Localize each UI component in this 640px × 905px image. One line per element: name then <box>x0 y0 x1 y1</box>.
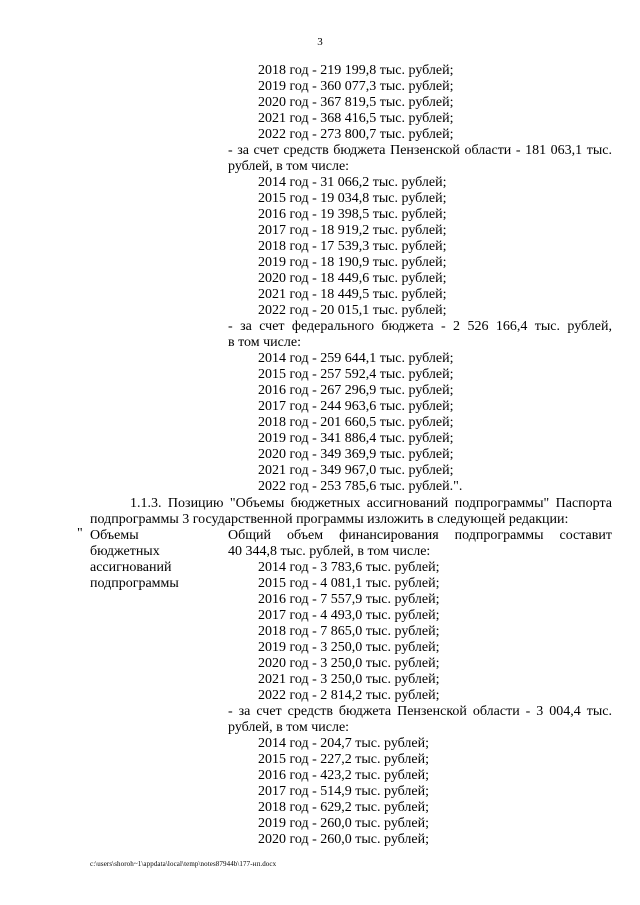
label-line: Объемы <box>90 528 139 543</box>
year-line: 2019 год - 18 190,9 тыс. рублей; <box>258 255 447 270</box>
opening-quote: " <box>77 526 83 541</box>
year-line: 2022 год - 20 015,1 тыс. рублей; <box>258 303 447 318</box>
year-line: 2017 год - 514,9 тыс. рублей; <box>258 784 430 799</box>
budget-label-cell <box>90 528 179 592</box>
instruction-paragraph: 1.1.3. Позицию "Объемы бюджетных ассигнований подпрограммы" Паспорта <box>130 496 612 511</box>
year-line: 2020 год - 349 369,9 тыс. рублей; <box>258 447 454 462</box>
year-line: 2018 год - 629,2 тыс. рублей; <box>258 800 430 815</box>
year-line: 2022 год - 253 785,6 тыс. рублей.". <box>258 479 463 494</box>
regional-funding-subheading-2: рублей, в том числе: <box>228 720 350 735</box>
year-line: 2022 год - 273 800,7 тыс. рублей; <box>258 127 454 142</box>
year-line: 2021 год - 3 250,0 тыс. рублей; <box>258 672 440 687</box>
year-line: 2016 год - 423,2 тыс. рублей; <box>258 768 430 783</box>
label-line: бюджетных <box>90 544 160 559</box>
year-line: 2017 год - 4 493,0 тыс. рублей; <box>258 608 440 623</box>
year-line: 2014 год - 31 066,2 тыс. рублей; <box>258 175 447 190</box>
year-line: 2015 год - 4 081,1 тыс. рублей; <box>258 576 440 591</box>
year-line: 2020 год - 367 819,5 тыс. рублей; <box>258 95 454 110</box>
year-line: 2016 год - 7 557,9 тыс. рублей; <box>258 592 440 607</box>
year-line: 2021 год - 349 967,0 тыс. рублей; <box>258 463 454 478</box>
year-line: 2021 год - 368 416,5 тыс. рублей; <box>258 111 454 126</box>
footer-file-path: c:\users\shoroh~1\appdata\local\temp\notes87944b\177-нп.docx <box>90 860 277 868</box>
year-line: 2019 год - 360 077,3 тыс. рублей; <box>258 79 454 94</box>
regional-funding-heading-2: - за счет средств бюджета Пензенской области - 3 004,4 тыс. <box>228 704 612 719</box>
year-line: 2015 год - 19 034,8 тыс. рублей; <box>258 191 447 206</box>
year-line: 2018 год - 17 539,3 тыс. рублей; <box>258 239 447 254</box>
year-line: 2017 год - 244 963,6 тыс. рублей; <box>258 399 454 414</box>
total-funding-subheading: 40 344,8 тыс. рублей, в том числе: <box>228 544 431 559</box>
year-line: 2014 год - 204,7 тыс. рублей; <box>258 736 430 751</box>
federal-funding-heading: - за счет федерального бюджета - 2 526 166,4 тыс. рублей, <box>228 319 612 334</box>
year-line: 2015 год - 227,2 тыс. рублей; <box>258 752 430 767</box>
regional-funding-subheading: рублей, в том числе: <box>228 159 350 174</box>
instruction-paragraph-cont: подпрограммы 3 государственной программы изложить в следующей редакции: <box>90 512 569 527</box>
year-line: 2020 год - 18 449,6 тыс. рублей; <box>258 271 447 286</box>
year-line: 2018 год - 201 660,5 тыс. рублей; <box>258 415 454 430</box>
year-line: 2016 год - 19 398,5 тыс. рублей; <box>258 207 447 222</box>
year-line: 2019 год - 260,0 тыс. рублей; <box>258 816 430 831</box>
year-line: 2014 год - 259 644,1 тыс. рублей; <box>258 351 454 366</box>
year-line: 2017 год - 18 919,2 тыс. рублей; <box>258 223 447 238</box>
year-line: 2014 год - 3 783,6 тыс. рублей; <box>258 560 440 575</box>
year-line: 2018 год - 7 865,0 тыс. рублей; <box>258 624 440 639</box>
year-line: 2022 год - 2 814,2 тыс. рублей; <box>258 688 440 703</box>
year-line: 2021 год - 18 449,5 тыс. рублей; <box>258 287 447 302</box>
federal-funding-subheading: в том числе: <box>228 335 301 350</box>
year-line: 2020 год - 3 250,0 тыс. рублей; <box>258 656 440 671</box>
year-line: 2015 год - 257 592,4 тыс. рублей; <box>258 367 454 382</box>
year-line: 2018 год - 219 199,8 тыс. рублей; <box>258 63 454 78</box>
year-line: 2019 год - 341 886,4 тыс. рублей; <box>258 431 454 446</box>
page-number: 3 <box>317 36 323 48</box>
total-funding-heading: Общий объем финансирования подпрограммы составит <box>228 528 612 543</box>
regional-funding-heading: - за счет средств бюджета Пензенской области - 181 063,1 тыс. <box>228 143 612 158</box>
year-line: 2020 год - 260,0 тыс. рублей; <box>258 832 430 847</box>
year-line: 2019 год - 3 250,0 тыс. рублей; <box>258 640 440 655</box>
label-line: подпрограммы <box>90 576 179 591</box>
label-line: ассигнований <box>90 560 172 575</box>
year-line: 2016 год - 267 296,9 тыс. рублей; <box>258 383 454 398</box>
